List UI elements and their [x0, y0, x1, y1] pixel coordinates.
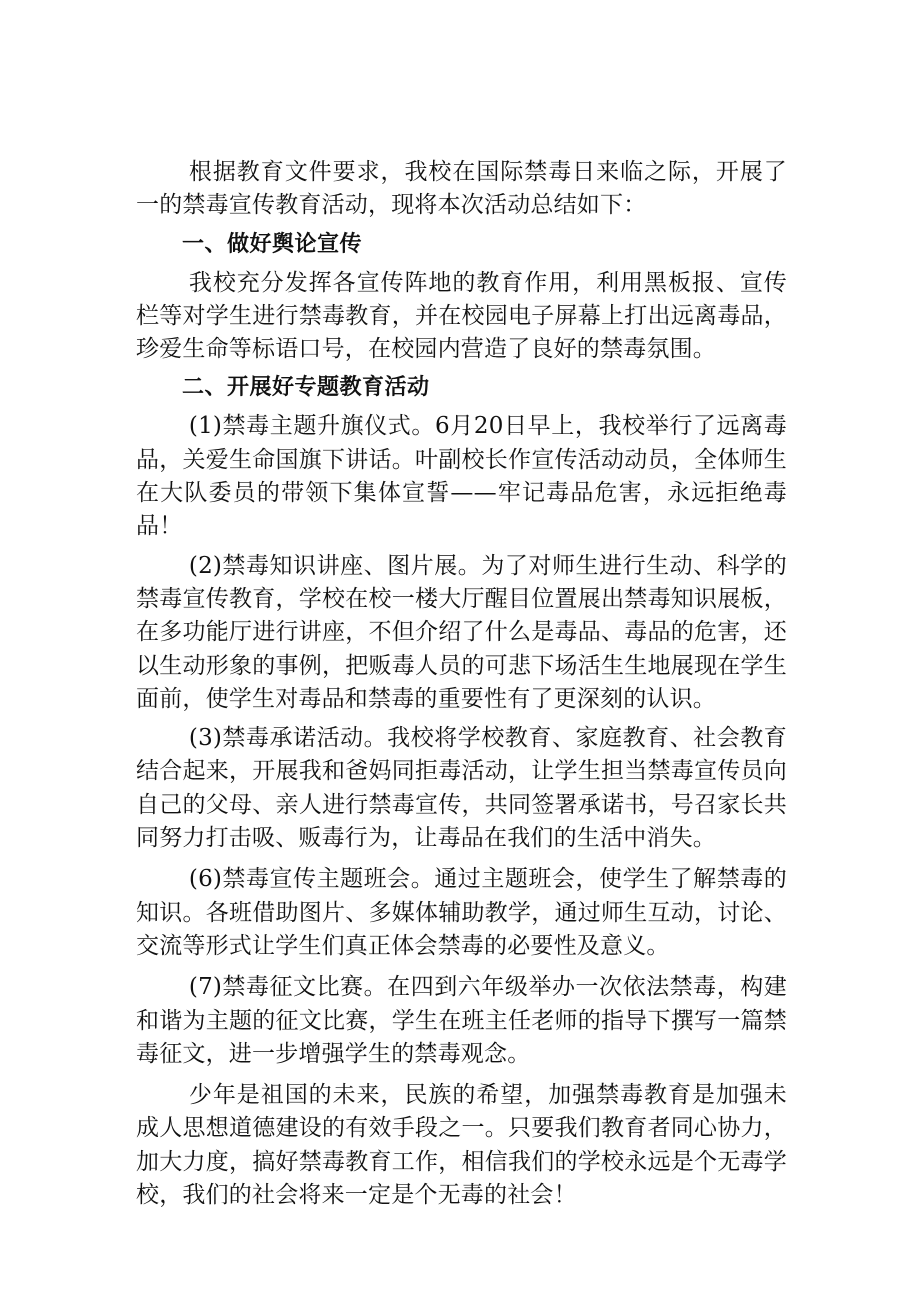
document-body — [136, 156, 787, 1212]
activity-item-essay-contest: (7)禁毒征文比赛。在四到六年级举办一次依法禁毒，构建和谐为主题的征文比赛，学生在班主任老师的指导下撰写一篇禁毒征文，进一步增强学生的禁毒观念。 — [136, 974, 787, 1067]
activity-item-pledge: (3)禁毒承诺活动。我校将学校教育、家庭教育、社会教育结合起来，开展我和爸妈同拒毒活动，让学生担当禁毒宣传员向自己的父母、亲人进行禁毒宣传，共同签署承诺书，号召家长共同努力打击吸、贩毒行为，让毒品在我们的生活中消失。 — [136, 725, 787, 852]
activity-item-lecture-exhibit: (2)禁毒知识讲座、图片展。为了对师生进行生动、科学的禁毒宣传教育，学校在校一楼大厅醒目位置展出禁毒知识展板，在多功能厅进行讲座，不但介绍了什么是毒品、毒品的危害，还以生动形象的事例，把贩毒人员的可悲下场活生生地展现在学生面前，使学生对毒品和禁毒的重要性有了更深刻的认识。 — [136, 552, 787, 712]
activity-item-flag-ceremony: (1)禁毒主题升旗仪式。6月20日早上，我校举行了远离毒品，关爱生命国旗下讲话。叶副校长作宣传活动动员，全体师生在大队委员的带领下集体宣誓——牢记毒品危害，永远拒绝毒品！ — [136, 413, 787, 540]
section-heading-publicity: 一、做好舆论宣传 — [182, 231, 363, 257]
publicity-paragraph: 我校充分发挥各宣传阵地的教育作用，利用黑板报、宣传栏等对学生进行禁毒教育，并在校园电子屏幕上打出远离毒品，珍爱生命等标语口号，在校园内营造了良好的禁毒氛围。 — [136, 269, 787, 363]
intro-paragraph: 根据教育文件要求，我校在国际禁毒日来临之际，开展了一的禁毒宣传教育活动，现将本次活动总结如下： — [136, 159, 787, 219]
activity-item-class-meeting: (6)禁毒宣传主题班会。通过主题班会，使学生了解禁毒的知识。各班借助图片、多媒体辅助教学，通过师生互动，讨论、交流等形式让学生们真正体会禁毒的必要性及意义。 — [136, 866, 787, 959]
section-heading-activities: 二、开展好专题教育活动 — [182, 375, 430, 401]
conclusion-paragraph: 少年是祖国的未来，民族的希望，加强禁毒教育是加强未成人思想道德建设的有效手段之一。只要我们教育者同心协力，加大力度，搞好禁毒教育工作，相信我们的学校永远是个无毒学校，我们的社会将来一定是个无毒的社会！ — [136, 1082, 787, 1209]
